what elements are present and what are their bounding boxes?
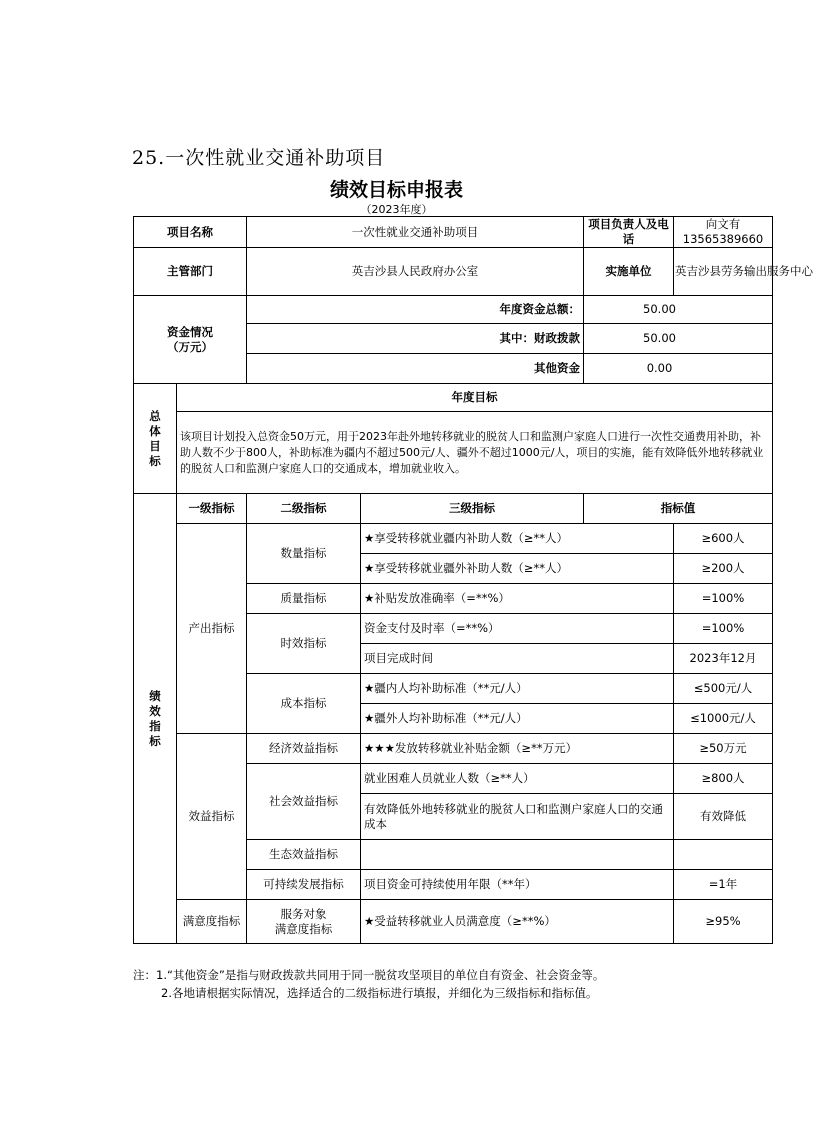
- indicator-l3: ★疆内人均补助标准（**元/人）: [361, 674, 674, 704]
- leader-label: 项目负责人及电话: [584, 217, 674, 248]
- indicator-l3: ★受益转移就业人员满意度（≥**%）: [361, 900, 674, 944]
- unit-label: 实施单位: [584, 248, 674, 296]
- annual-goal-header: 年度目标: [177, 384, 773, 412]
- level2-cost: 成本指标: [247, 674, 361, 734]
- level2-sustainability: 可持续发展指标: [247, 870, 361, 900]
- indicator-l3: 就业困难人员就业人数（≥**人）: [361, 764, 674, 794]
- indicator-value: ≤1000元/人: [674, 704, 773, 734]
- project-name-value: 一次性就业交通补助项目: [247, 217, 584, 248]
- indicator-value: 2023年12月: [674, 644, 773, 674]
- level2-quality: 质量指标: [247, 584, 361, 614]
- indicator-value: ≥95%: [674, 900, 773, 944]
- header-level1: 一级指标: [177, 494, 247, 524]
- indicator-value: 有效降低: [674, 794, 773, 840]
- indicator-value: ≥200人: [674, 554, 773, 584]
- funds-other-label: 其他资金: [247, 354, 584, 384]
- unit-value: 英吉沙县劳务输出服务中心: [674, 248, 773, 296]
- indicator-value: =100%: [674, 584, 773, 614]
- funds-fiscal-label: 其中：财政拨款: [247, 324, 584, 354]
- indicator-value: =1年: [674, 870, 773, 900]
- performance-indicator-label: 绩 效 指 标: [134, 494, 177, 944]
- project-name-label: 项目名称: [134, 217, 247, 248]
- indicator-l3: ★疆外人均补助标准（**元/人）: [361, 704, 674, 734]
- overall-goal-label: 总 体 目 标: [134, 384, 177, 494]
- funds-other-value: 0.00: [584, 354, 773, 384]
- indicator-l3: 有效降低外地转移就业的脱贫人口和监测户家庭人口的交通成本: [361, 794, 674, 840]
- level1-output: 产出指标: [177, 524, 247, 734]
- dept-value: 英吉沙县人民政府办公室: [247, 248, 584, 296]
- funds-total-label: 年度资金总额：: [247, 296, 584, 324]
- level2-ecological: 生态效益指标: [247, 840, 361, 870]
- form-title: 绩效目标申报表: [329, 179, 463, 201]
- indicator-l3: ★★★发放转移就业补贴金额（≥**万元）: [361, 734, 674, 764]
- indicator-l3: [361, 840, 674, 870]
- level2-timeliness: 时效指标: [247, 614, 361, 674]
- indicator-l3: ★享受转移就业疆内补助人数（≥**人）: [361, 524, 674, 554]
- level1-satisfaction: 满意度指标: [177, 900, 247, 944]
- indicator-l3: ★享受转移就业疆外补助人数（≥**人）: [361, 554, 674, 584]
- dept-label: 主管部门: [134, 248, 247, 296]
- level2-economic: 经济效益指标: [247, 734, 361, 764]
- annual-goal-text: 该项目计划投入总资金50万元，用于2023年赴外地转移就业的脱贫人口和监测户家庭人口进行一次性交通费用补助，补助人数不少于800人，补助标准为疆内不超过500元/人、疆外不超过1000元/人，项目的实施，能有效降低外地转移就业的脱贫人口和监测户家庭人口的交通成本，增加就业收入。: [177, 412, 773, 494]
- performance-target-table: [133, 216, 813, 944]
- level2-quantity: 数量指标: [247, 524, 361, 584]
- indicator-value: ≥800人: [674, 764, 773, 794]
- form-year: （2023年度）: [360, 203, 433, 216]
- level2-social: 社会效益指标: [247, 764, 361, 840]
- level2-service-satisfaction: 服务对象 满意度指标: [247, 900, 361, 944]
- header-level2: 二级指标: [247, 494, 361, 524]
- indicator-l3: 项目资金可持续使用年限（**年）: [361, 870, 674, 900]
- indicator-l3: 项目完成时间: [361, 644, 674, 674]
- header-value: 指标值: [584, 494, 773, 524]
- footnote-2: 2.各地请根据实际情况，选择适合的二级指标进行填报，并细化为三级指标和指标值。: [161, 986, 598, 1000]
- indicator-value: ≥50万元: [674, 734, 773, 764]
- level1-benefit: 效益指标: [177, 734, 247, 900]
- indicator-value: [674, 840, 773, 870]
- indicator-value: ≤500元/人: [674, 674, 773, 704]
- leader-value: 向文有13565389660: [674, 217, 773, 248]
- footnotes: [133, 966, 604, 1002]
- indicator-l3: 资金支付及时率（=**%）: [361, 614, 674, 644]
- indicator-l3: ★补贴发放准确率（=**%）: [361, 584, 674, 614]
- funds-fiscal-value: 50.00: [584, 324, 773, 354]
- funds-total-value: 50.00: [584, 296, 773, 324]
- header-level3: 三级指标: [361, 494, 584, 524]
- funds-label: 资金情况 （万元）: [134, 296, 247, 384]
- document-heading: 25.一次性就业交通补助项目: [132, 147, 386, 169]
- indicator-value: ≥600人: [674, 524, 773, 554]
- indicator-value: =100%: [674, 614, 773, 644]
- footnote-1: 注：1.“其他资金”是指与财政拨款共同用于同一脱贫攻坚项目的单位自有资金、社会资金等。: [133, 968, 605, 982]
